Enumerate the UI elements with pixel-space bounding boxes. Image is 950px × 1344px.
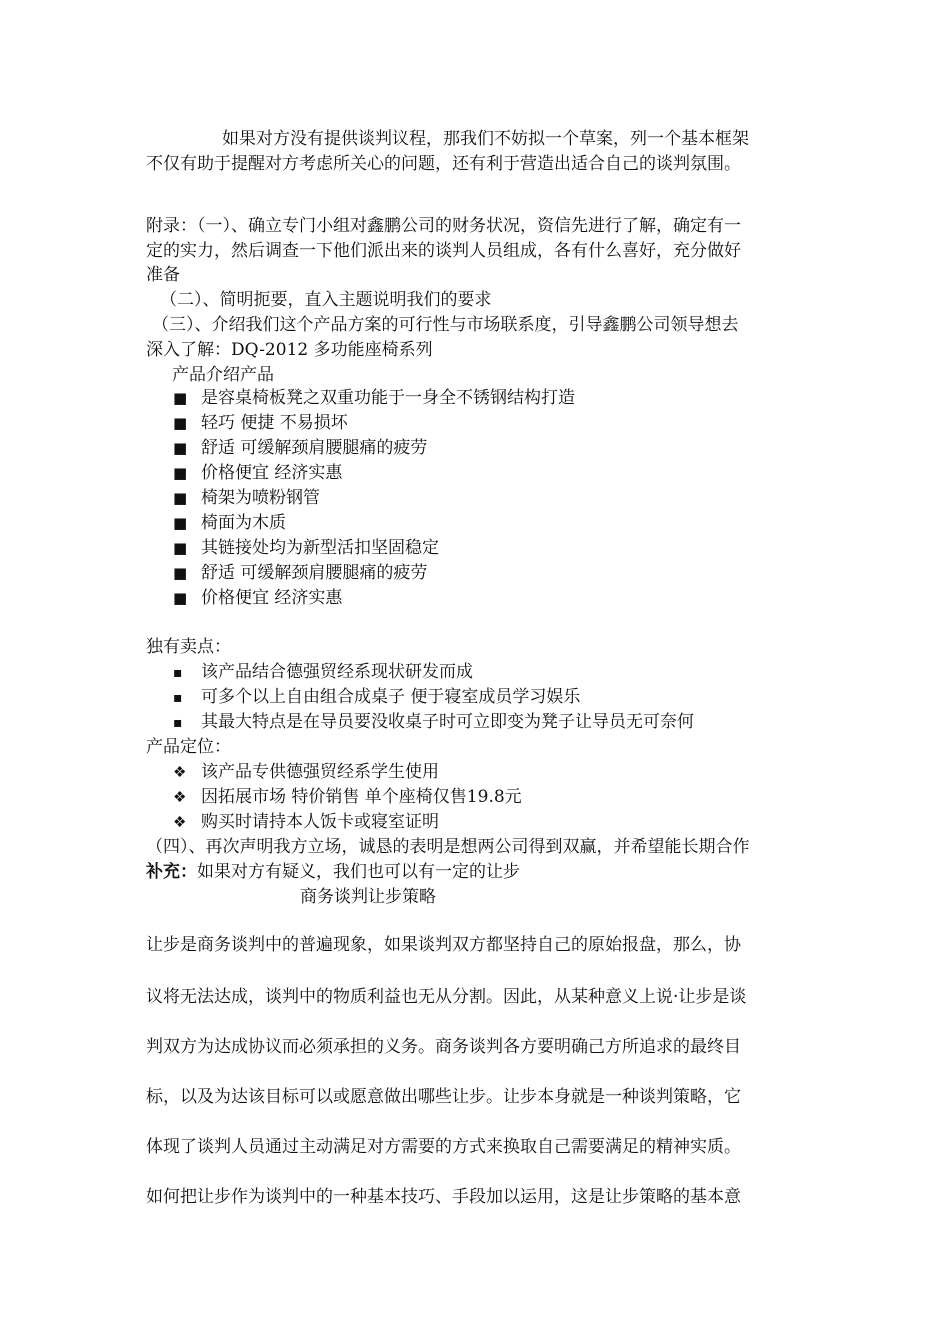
body-line: 标，以及为达该目标可以或愿意做出哪些让步。让步本身就是一种谈判策略，它 xyxy=(146,1087,741,1107)
feature-item: ■椅架为喷粉钢管 xyxy=(173,486,320,510)
body-line: 判双方为达成协议而必须承担的义务。商务谈判各方要明确己方所追求的最终目 xyxy=(146,1037,741,1057)
feature-item: ■椅面为木质 xyxy=(173,511,286,535)
supplement-line xyxy=(146,860,520,884)
small-square-bullet-icon xyxy=(173,660,201,685)
small-square-bullet-icon xyxy=(173,710,201,735)
appendix-item-2: （二）、简明扼要，直入主题说明我们的要求 xyxy=(160,290,492,310)
square-bullet-icon xyxy=(173,511,201,535)
square-bullet-icon xyxy=(173,436,201,460)
body-line: 议将无法达成，谈判中的物质利益也无从分割。因此，从某种意义上说·让步是谈 xyxy=(146,987,747,1007)
selling-point-item: ▪该产品结合德强贸经系现状研发而成 xyxy=(173,660,473,685)
diamond-bullet-icon xyxy=(173,760,201,784)
square-bullet-icon xyxy=(173,461,201,485)
square-bullet-icon xyxy=(173,411,201,435)
feature-item: ■价格便宜 经济实惠 xyxy=(173,461,342,485)
square-bullet-icon xyxy=(173,536,201,560)
selling-points-heading: 独有卖点： xyxy=(146,637,231,657)
positioning-item: ❖该产品专供德强贸经系学生使用 xyxy=(173,760,439,784)
feature-item: ■其链接处均为新型活扣坚固稳定 xyxy=(173,536,439,560)
product-intro-label: 产品介绍产品 xyxy=(172,365,274,385)
body-line: 体现了谈判人员通过主动满足对方需要的方式来换取自己需要满足的精神实质。 xyxy=(146,1137,741,1157)
appendix-line-1: 附录：（一）、确立专门小组对鑫鹏公司的财务状况，资信先进行了解，确定有一 xyxy=(146,216,741,236)
intro-line-2: 不仅有助于提醒对方考虑所关心的问题，还有利于营造出适合自己的谈判氛围。 xyxy=(146,154,741,174)
appendix-item-3-line-2: 深入了解：DQ-2012 多功能座椅系列 xyxy=(146,340,433,360)
section-title: 商务谈判让步策略 xyxy=(300,887,436,907)
supplement-label: 补充： xyxy=(146,862,197,882)
square-bullet-icon xyxy=(173,586,201,610)
square-bullet-icon xyxy=(173,486,201,510)
square-bullet-icon xyxy=(173,386,201,410)
square-bullet-icon xyxy=(173,561,201,585)
body-line: 如何把让步作为谈判中的一种基本技巧、手段加以运用，这是让步策略的基本意 xyxy=(146,1187,741,1207)
supplement-text: 如果对方有疑义，我们也可以有一定的让步 xyxy=(197,862,520,882)
feature-item: ■舒适 可缓解颈肩腰腿痛的疲劳 xyxy=(173,561,427,585)
appendix-item-4: （四）、再次声明我方立场，诚恳的表明是想两公司得到双赢，并希望能长期合作 xyxy=(146,837,750,857)
diamond-bullet-icon xyxy=(173,785,201,809)
appendix-line-2: 定的实力，然后调查一下他们派出来的谈判人员组成，各有什么喜好，充分做好 xyxy=(146,241,741,261)
intro-line-1: 如果对方没有提供谈判议程，那我们不妨拟一个草案，列一个基本框架 xyxy=(222,129,749,149)
selling-point-item: ▪可多个以上自由组合成桌子 便于寝室成员学习娱乐 xyxy=(173,685,580,710)
positioning-item: ❖购买时请持本人饭卡或寝室证明 xyxy=(173,810,439,834)
positioning-item: ❖因拓展市场 特价销售 单个座椅仅售19.8元 xyxy=(173,785,522,809)
feature-item: ■是容桌椅板凳之双重功能于一身全不锈钢结构打造 xyxy=(173,386,575,410)
positioning-heading: 产品定位： xyxy=(146,737,231,757)
diamond-bullet-icon xyxy=(173,810,201,834)
selling-point-item: ▪其最大特点是在导员要没收桌子时可立即变为凳子让导员无可奈何 xyxy=(173,710,694,735)
feature-item: ■价格便宜 经济实惠 xyxy=(173,586,342,610)
appendix-line-3: 准备 xyxy=(146,265,180,285)
small-square-bullet-icon xyxy=(173,685,201,710)
body-line: 让步是商务谈判中的普遍现象，如果谈判双方都坚持自己的原始报盘，那么，协 xyxy=(146,935,741,955)
feature-item: ■舒适 可缓解颈肩腰腿痛的疲劳 xyxy=(173,436,427,460)
feature-item: ■轻巧 便捷 不易损坏 xyxy=(173,411,348,435)
appendix-item-3-line-1: （三）、介绍我们这个产品方案的可行性与市场联系度，引导鑫鹏公司领导想去 xyxy=(152,315,739,335)
